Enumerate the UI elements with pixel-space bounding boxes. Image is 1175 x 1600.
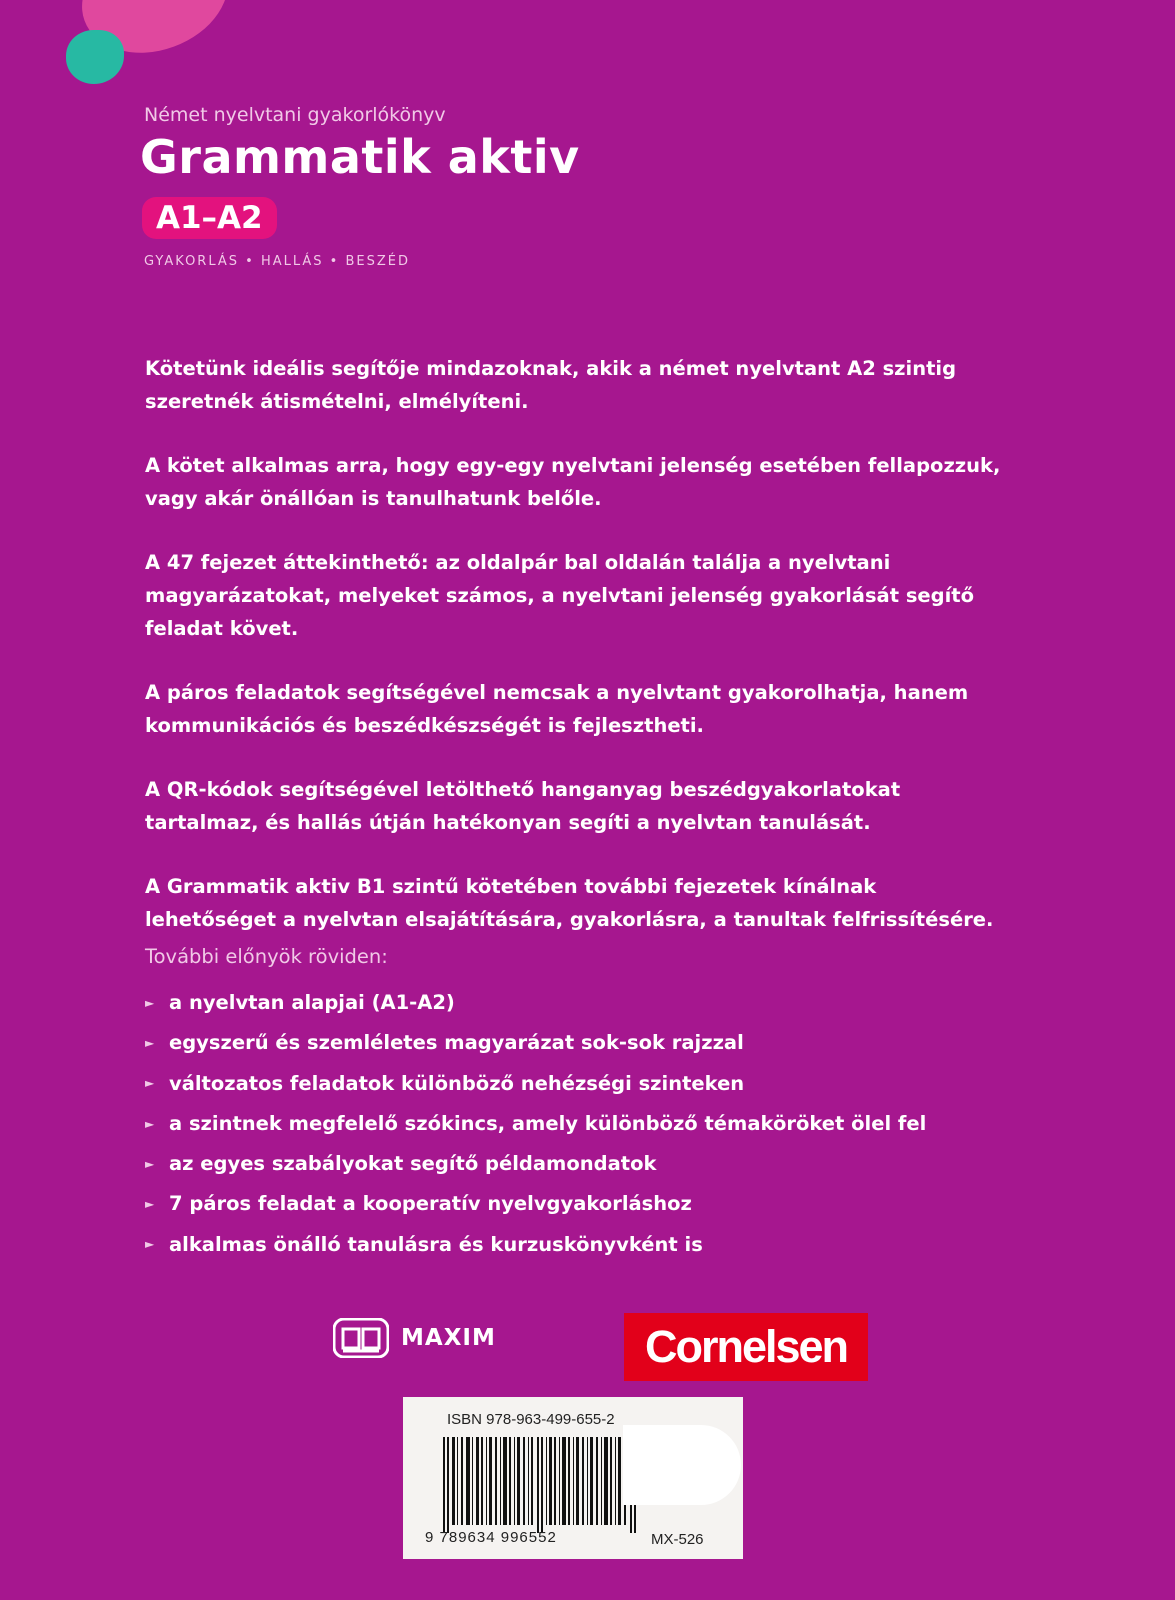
description: [145, 352, 1005, 967]
triangle-bullet-icon: ►: [145, 1116, 155, 1131]
maxim-logo: [333, 1318, 496, 1358]
cornelsen-logo: Cornelsen: [624, 1313, 868, 1381]
level-badge: A1–A2: [142, 197, 277, 239]
list-item-text: a szintnek megfelelő szókincs, amely különböző témaköröket ölel fel: [169, 1111, 927, 1135]
list-item-text: változatos feladatok különböző nehézségi szinteken: [169, 1071, 745, 1095]
triangle-bullet-icon: ►: [145, 1237, 155, 1252]
description-paragraph: A kötet alkalmas arra, hogy egy-egy nyelvtani jelenség esetében fellapozzuk, vagy akár önállóan is tanulhatunk belőle.: [145, 454, 1001, 510]
description-paragraph: A Grammatik aktiv B1 szintű kötetében további fejezetek kínálnak lehetőséget a nyelvtan elsajátítására, gyakorlásra, a tanultak felfrissítésére.: [145, 875, 994, 931]
triangle-bullet-icon: ►: [145, 1036, 155, 1050]
book-subtitle: Német nyelvtani gyakorlókönyv: [144, 104, 446, 126]
isbn-text: ISBN 978-963-499-655-2: [447, 1411, 615, 1428]
maxim-logo-text: MAXIM: [401, 1325, 496, 1351]
list-item: [145, 1184, 926, 1224]
list-item: [145, 1144, 926, 1184]
triangle-bullet-icon: ►: [145, 1197, 155, 1211]
list-item: [145, 1064, 926, 1104]
list-item-text: alkalmas önálló tanulásra és kurzuskönyvként is: [169, 1232, 703, 1256]
product-code: MX-526: [651, 1531, 704, 1548]
barcode-number: 9 789634 996552: [425, 1529, 557, 1546]
list-item: [145, 1225, 926, 1265]
price-sticker: [623, 1425, 741, 1505]
advantages-list: [145, 983, 926, 1265]
list-item-text: egyszerű és szemléletes magyarázat sok-sok rajzzal: [169, 1031, 744, 1055]
description-paragraph: Kötetünk ideális segítője mindazoknak, akik a német nyelvtant A2 szintig szeretnék átismételni, elmélyíteni.: [145, 357, 957, 413]
description-paragraph: A páros feladatok segítségével nemcsak a nyelvtant gyakorolhatja, hanem kommunikációs és beszédkészségét is fejlesztheti.: [145, 681, 969, 737]
list-item: [145, 1023, 926, 1063]
triangle-bullet-icon: ►: [145, 1076, 155, 1091]
tagline: GYAKORLÁS • HALLÁS • BESZÉD: [144, 254, 410, 269]
decorative-teal-shape: [66, 30, 124, 84]
triangle-bullet-icon: ►: [145, 995, 155, 1010]
book-title: Grammatik aktiv: [140, 130, 580, 184]
description-paragraph: A QR-kódok segítségével letölthető hanganyag beszédgyakorlatokat tartalmaz, és hallás útján hatékonyan segíti a nyelvtan tanulását.: [145, 778, 901, 834]
open-book-icon: [333, 1318, 389, 1358]
triangle-bullet-icon: ►: [145, 1156, 155, 1171]
barcode-bars: [443, 1437, 638, 1533]
list-item: [145, 983, 926, 1023]
list-item-text: 7 páros feladat a kooperatív nyelvgyakorláshoz: [169, 1192, 692, 1216]
list-item-text: az egyes szabályokat segítő példamondatok: [169, 1152, 657, 1175]
barcode-label: [403, 1397, 743, 1559]
advantages-heading: További előnyök röviden:: [145, 945, 388, 968]
description-paragraph: A 47 fejezet áttekinthető: az oldalpár bal oldalán találja a nyelvtani magyarázatokat, melyeket számos, a nyelvtani jelenség gyakorlását segítő feladat követ.: [145, 551, 975, 640]
list-item-text: a nyelvtan alapjai (A1-A2): [169, 991, 455, 1014]
list-item: [145, 1104, 926, 1144]
